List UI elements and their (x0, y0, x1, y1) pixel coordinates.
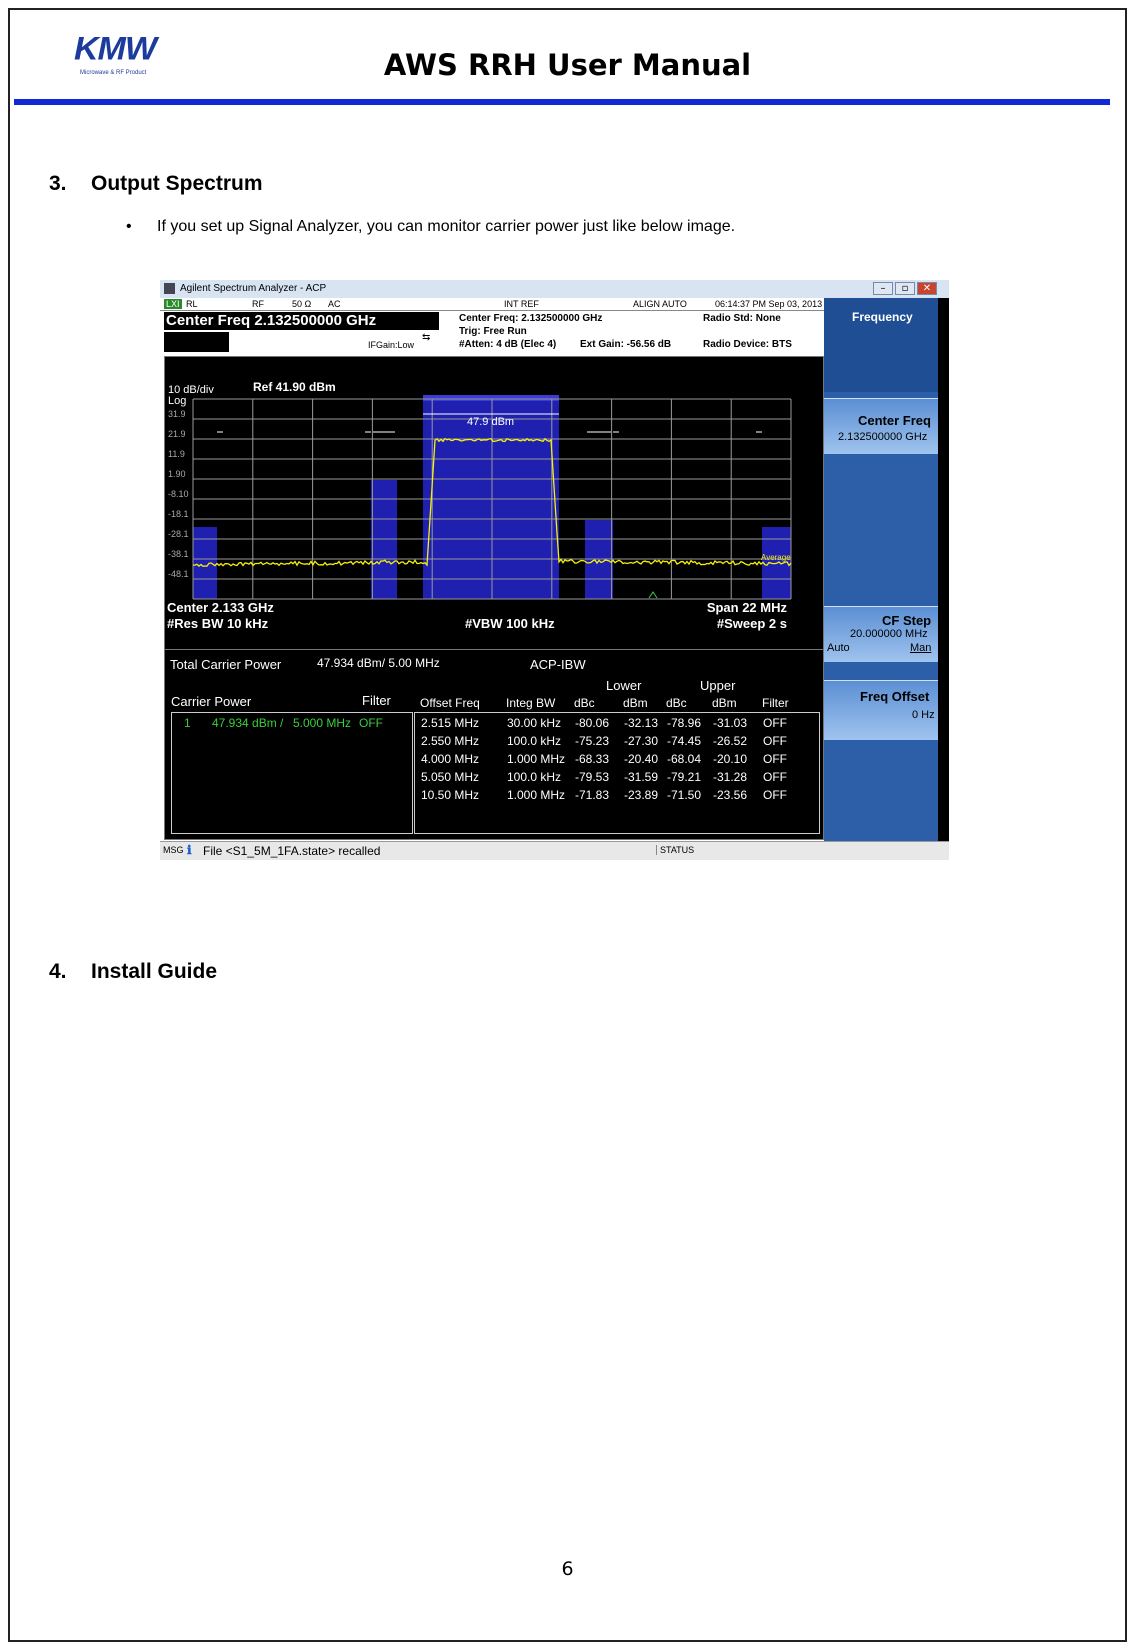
y-tick-label: -38.1 (168, 549, 189, 559)
cf-step-softkey[interactable] (824, 606, 938, 662)
carrier-power: 47.934 dBm / (212, 716, 284, 730)
acp-table-cell: OFF (763, 752, 787, 766)
section-title: Output Spectrum (91, 172, 263, 195)
ifgain-label: IFGain:Low (368, 340, 415, 350)
logo-tagline: Microwave & RF Product (80, 70, 147, 76)
acp-table-cell: -23.89 (624, 788, 659, 802)
section-number: 4. (49, 960, 67, 983)
info-radio-std: Radio Std: None (703, 313, 781, 324)
status-ac: AC (328, 299, 341, 309)
total-carrier-power-label: Total Carrier Power (170, 657, 282, 672)
acp-table-cell: -78.96 (667, 716, 702, 730)
info-icon: ℹ (187, 843, 192, 857)
acp-table-cell: 1.000 MHz (507, 788, 566, 802)
results-panel (164, 649, 824, 840)
menu-title: Frequency (852, 310, 913, 324)
acp-column-header: Integ BW (506, 696, 556, 710)
span-label: Span 22 MHz (706, 600, 787, 615)
center-freq-softkey[interactable] (824, 398, 938, 454)
y-tick-label: 11.9 (168, 449, 185, 459)
y-tick-label: 31.9 (168, 409, 186, 419)
res-bw-label: #Res BW 10 kHz (167, 616, 269, 631)
acp-table-cell: 100.0 kHz (507, 770, 562, 784)
status-int-ref: INT REF (504, 299, 539, 309)
close-button[interactable]: ✕ (917, 282, 937, 295)
minimize-button[interactable]: – (873, 282, 893, 295)
carrier-list (171, 712, 413, 834)
acp-table-cell: OFF (763, 716, 787, 730)
softkey-panel (824, 298, 938, 841)
acp-table-cell: -27.30 (624, 734, 659, 748)
status-time: 06:14:37 PM Sep 03, 2013 (715, 299, 823, 309)
acp-table-cell: -80.06 (575, 716, 610, 730)
refresh-icon: ⇆ (422, 332, 431, 343)
acp-table-cell: 1.000 MHz (507, 752, 566, 766)
acp-table-cell: 10.50 MHz (421, 788, 480, 802)
spectrum-plot (165, 357, 823, 649)
carrier-power-label: Carrier Power (171, 694, 252, 709)
acp-table-cell: -79.21 (667, 770, 702, 784)
softkey-freq-offset-label: Freq Offset (860, 689, 930, 704)
logo-text: KMW (74, 30, 156, 68)
info-ext-gain: Ext Gain: -56.56 dB (580, 339, 672, 350)
bullet-icon: • (126, 218, 132, 235)
softkey-freq-offset-value: 0 Hz (912, 709, 935, 721)
center-label: Center 2.133 GHz (167, 600, 274, 615)
acp-table-cell: -31.03 (713, 716, 748, 730)
bullet-text: If you set up Signal Analyzer, you can monitor carrier power just like below image. (157, 218, 736, 235)
vbw-label: #VBW 100 kHz (465, 616, 555, 631)
info-radio-device: Radio Device: BTS (703, 339, 792, 350)
status-label: STATUS (656, 845, 694, 855)
status-message: File <S1_5M_1FA.state> recalled (203, 844, 381, 858)
bullet-item (126, 218, 735, 236)
sweep-label: #Sweep 2 s (716, 616, 787, 631)
ref-level-label: Ref 41.90 dBm (253, 380, 336, 394)
status-rf: RF (252, 299, 264, 309)
section-title: Install Guide (91, 960, 218, 983)
y-tick-label: -18.1 (168, 509, 189, 519)
upper-label: Upper (700, 678, 736, 693)
spectrum-analyzer-screenshot (160, 280, 949, 860)
softkey-cf-step-man: Man (910, 642, 932, 654)
info-center-freq: Center Freq: 2.132500000 GHz (459, 313, 603, 324)
softkey-menu-header (824, 298, 938, 392)
analyzer-display (160, 298, 938, 841)
acp-column-header: Offset Freq (420, 696, 480, 710)
acp-table-cell: -20.40 (624, 752, 659, 766)
carrier-band-top (423, 395, 559, 401)
info-atten: #Atten: 4 dB (Elec 4) (459, 339, 557, 350)
y-tick-label: -8.10 (168, 489, 189, 499)
acp-column-header: Filter (762, 696, 789, 710)
acp-column-header: dBc (574, 696, 595, 710)
header-rule (14, 99, 1110, 105)
msg-label: MSG (163, 845, 184, 855)
acp-table-cell: OFF (763, 734, 787, 748)
carrier-bw: 5.000 MHz (293, 716, 352, 730)
softkey-cf-step-value: 20.000000 MHz (850, 628, 928, 640)
carrier-power-label: 47.9 dBm (467, 416, 515, 428)
log-label: Log (168, 395, 187, 407)
acp-column-header: dBm (623, 696, 648, 710)
acp-table-cell: -23.56 (713, 788, 748, 802)
acp-column-header: dBc (666, 696, 687, 710)
status-rl: RL (186, 299, 198, 309)
acp-table-cell: -79.53 (575, 770, 610, 784)
measurement-mode: ACP-IBW (530, 657, 586, 672)
acp-table-cell: OFF (763, 770, 787, 784)
document-title: AWS RRH User Manual (383, 48, 752, 82)
section-number: 3. (49, 172, 67, 195)
softkey-center-freq-label: Center Freq (858, 413, 931, 428)
acp-table-cell: -31.28 (713, 770, 748, 784)
carrier-filter: OFF (359, 716, 383, 730)
section-heading-install-guide (49, 960, 217, 984)
window-titlebar (160, 280, 949, 298)
acp-table-cell: 2.515 MHz (421, 716, 480, 730)
acp-table-cell: -26.52 (713, 734, 748, 748)
acp-table-cell: -31.59 (624, 770, 659, 784)
acp-column-header: dBm (712, 696, 737, 710)
center-freq-banner[interactable]: Center Freq 2.132500000 GHz (164, 312, 439, 330)
acp-table-cell: 30.00 kHz (507, 716, 562, 730)
softkey-center-freq-value: 2.132500000 GHz (838, 431, 928, 443)
acp-table (414, 712, 820, 834)
message-bar (160, 841, 949, 860)
carrier-filter-label: Filter (362, 693, 391, 708)
acp-table-cell: 100.0 kHz (507, 734, 562, 748)
status-impedance: 50 Ω (292, 299, 312, 309)
info-trig: Trig: Free Run (459, 326, 527, 337)
acp-table-cell: OFF (763, 788, 787, 802)
marker-icon (649, 592, 657, 598)
status-row (160, 298, 824, 311)
lxi-icon: LXI (166, 299, 180, 309)
acp-table-cell: 5.050 MHz (421, 770, 480, 784)
maximize-button[interactable]: ▫ (895, 282, 915, 295)
spectrum-graph (164, 356, 824, 650)
acp-table-cell: 2.550 MHz (421, 734, 480, 748)
acp-table-cell: 4.000 MHz (421, 752, 480, 766)
softkey-cf-step-auto: Auto (827, 642, 850, 654)
page-number: 6 (561, 1558, 574, 1580)
scale-label: 10 dB/div (168, 384, 214, 396)
app-icon (164, 283, 175, 294)
acp-table-cell: -71.50 (667, 788, 702, 802)
acp-table-cell: -68.33 (575, 752, 610, 766)
lower-label: Lower (606, 678, 642, 693)
y-tick-label: 21.9 (168, 429, 186, 439)
average-label: Average (761, 553, 791, 562)
black-indicator (164, 332, 229, 352)
carrier-index: 1 (184, 716, 191, 730)
y-tick-label: -28.1 (168, 529, 189, 539)
y-tick-label: -48.1 (168, 569, 189, 579)
softkey-cf-step-label: CF Step (882, 613, 932, 628)
acp-table-cell: -20.10 (713, 752, 748, 766)
y-tick-label: 1.90 (168, 469, 186, 479)
acp-table-cell: -74.45 (667, 734, 702, 748)
acp-table-cell: -32.13 (624, 716, 659, 730)
integration-band (193, 527, 217, 599)
status-align: ALIGN AUTO (633, 299, 687, 309)
section-heading-output-spectrum (49, 172, 263, 196)
freq-offset-softkey[interactable] (824, 680, 938, 740)
total-carrier-power-value: 47.934 dBm/ 5.00 MHz (317, 656, 440, 670)
acp-table-cell: -71.83 (575, 788, 610, 802)
acp-table-cell: -75.23 (575, 734, 610, 748)
window-title: Agilent Spectrum Analyzer - ACP (180, 283, 327, 294)
acp-table-cell: -68.04 (667, 752, 702, 766)
